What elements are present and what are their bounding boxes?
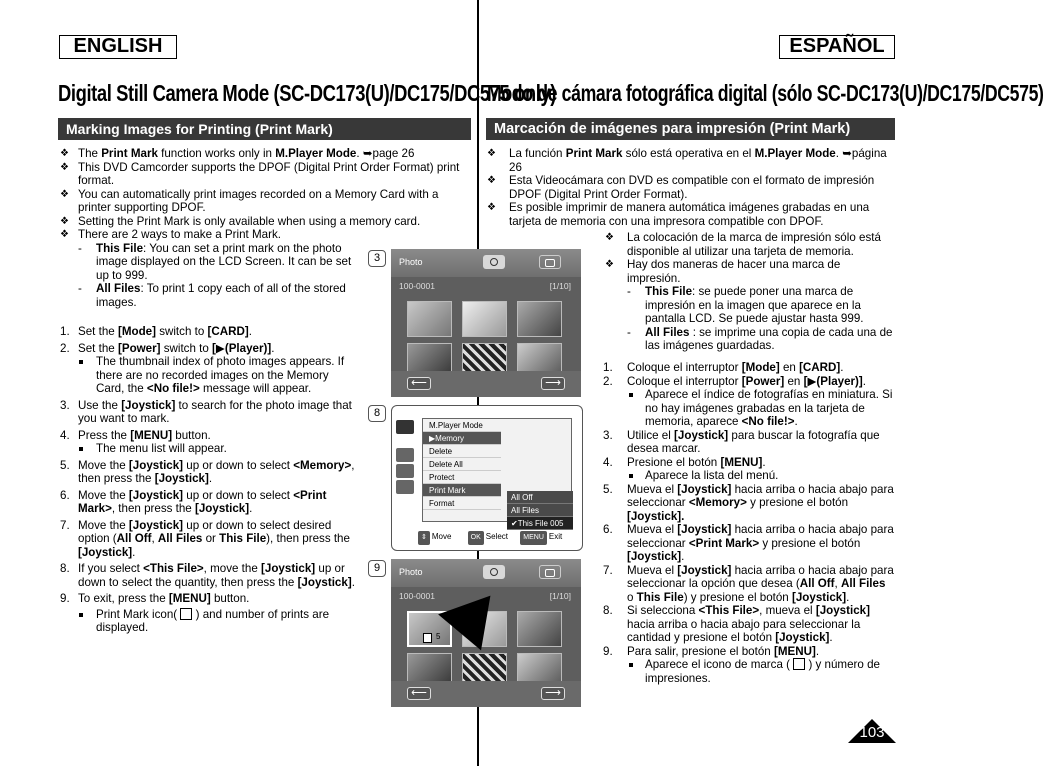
- spanish-body: [487, 147, 895, 228]
- menu-item-mplayer: M.Player Mode: [423, 419, 501, 432]
- menu-item-print-mark: Print Mark: [423, 484, 501, 497]
- step-item: 9. Para salir, presione el botón [MENU].: [603, 644, 820, 658]
- move-label: Move: [431, 532, 452, 541]
- thumbnail-image: [517, 301, 562, 337]
- camera-icon: [483, 565, 505, 579]
- thumbnail-image: [517, 611, 562, 647]
- image-count: [1/10]: [549, 281, 571, 291]
- camera-icon: [483, 255, 505, 269]
- page-number: 103: [859, 724, 885, 741]
- select-label: Select: [485, 532, 509, 541]
- folder-number: 100-0001: [399, 281, 435, 291]
- diamond-bullet-icon: ❖: [605, 259, 614, 270]
- step-item: 5. Move the [Joystick] up or down to select <Memory>, then press the [Joystick].: [60, 458, 355, 485]
- bullet-item: ❖ There are 2 ways to make a Print Mark.: [60, 228, 281, 241]
- diamond-bullet-icon: ❖: [60, 188, 69, 200]
- diamond-bullet-icon: ❖: [487, 202, 496, 213]
- step-item: 8. Si selecciona <This File>, mueva el [Joystick] hacia arriba o hacia abajo para seleccionar la cantidad y presione el botón [Joystick].: [603, 604, 870, 644]
- bullet-item: ❖ Esta Videocámara con DVD es compatible con el formato de impresión DPOF (Digital Print Order Format).: [487, 174, 875, 201]
- sub-bullet: Print Mark icon( ) and number of prints are displayed.: [60, 608, 360, 635]
- page-title-spanish: Modo de cámara fotográfica digital (sólo SC-DC173(U)/DC175/DC575): [487, 80, 1044, 106]
- menu-list: [422, 418, 572, 528]
- thumbnail-image: [407, 301, 452, 337]
- step-item: 9. To exit, press the [MENU] button.: [60, 592, 250, 605]
- mode-label: Photo: [399, 567, 423, 577]
- memory-icon: [396, 448, 414, 462]
- menu-footer: [418, 530, 578, 544]
- language-label-english: ENGLISH: [59, 35, 177, 59]
- bullet-item: ❖ Es posible imprimir de manera automática imágenes grabadas en una tarjeta de memoria con una impresora compatible con DPOF.: [487, 201, 870, 228]
- section-heading-spanish: Marcación de imágenes para impresión (Print Mark): [486, 118, 895, 140]
- menu-item-delete-all: Delete All: [423, 458, 501, 471]
- step-number-badge: 8: [368, 405, 386, 422]
- submenu-this-file: ✔This File 005: [507, 517, 573, 530]
- spanish-notes: [605, 231, 895, 353]
- folder-number: 100-0001: [399, 591, 435, 601]
- menu-key-icon: MENU: [520, 531, 547, 545]
- step-item: 6. Move the [Joystick] up or down to select <Print Mark>, then press the [Joystick].: [60, 488, 327, 515]
- sub-bullet: Aparece la lista del menú.: [603, 469, 895, 483]
- diamond-bullet-icon: ❖: [487, 148, 496, 159]
- dash-item: - All Files: To print 1 copy each of all of the stored images.: [78, 282, 346, 309]
- english-steps: [60, 325, 360, 635]
- section-heading-english: Marking Images for Printing (Print Mark): [58, 118, 471, 140]
- bullet-item: ❖ The Print Mark function works only in M.Player Mode. ➥page 26: [60, 147, 415, 160]
- exit-label: Exit: [548, 532, 563, 541]
- bullet-item: ❖ La función Print Mark sólo está operativa en el M.Player Mode. ➥página 26: [487, 147, 887, 174]
- thumbnail-image: [462, 301, 507, 337]
- step-item: 4. Press the [MENU] button.: [60, 428, 211, 442]
- diamond-bullet-icon: ❖: [605, 232, 614, 243]
- bullet-item: ❖ Setting the Print Mark is only available when using a memory card.: [60, 214, 421, 228]
- sub-bullet: Aparece el icono de marca ( ) y número de impresiones.: [603, 658, 895, 685]
- step-item: 7. Mueva el [Joystick] hacia arriba o hacia abajo para seleccionar la opción que desea (All Off, All Files o This File) y presione el botón [Joystick].: [603, 563, 894, 604]
- video-icon: [539, 565, 561, 579]
- step-number-badge: 9: [368, 560, 386, 577]
- mode-label: Photo: [399, 257, 423, 267]
- diamond-bullet-icon: ❖: [60, 215, 69, 227]
- move-key-icon: ⇕: [418, 531, 430, 545]
- step-item: 8. If you select <This File>, move the [Joystick] up or down to select the quantity, then press the [Joystick].: [60, 562, 355, 589]
- lcd-screen-menu: [391, 405, 583, 551]
- menu-item-protect: Protect: [423, 471, 501, 484]
- print-mark-icon: [423, 633, 432, 643]
- dash-item: - All Files : se imprime una copia de cada una de las imágenes guardadas.: [627, 325, 893, 352]
- step-number-badge: 3: [368, 250, 386, 267]
- submenu-all-files: All Files: [507, 504, 573, 517]
- ok-key-icon: OK: [468, 531, 484, 545]
- bullet-item: ❖ You can automatically print images recorded on a Memory Card with a printer supporting DPOF.: [60, 187, 439, 214]
- menu-item-format: Format: [423, 497, 501, 510]
- submenu-all-off: All Off: [507, 491, 573, 504]
- step-item: 5. Mueva el [Joystick] hacia arriba o hacia abajo para seleccionar <Memory> y presione el botón [Joystick].: [603, 482, 894, 523]
- menu-item-delete: Delete: [423, 445, 501, 458]
- image-count: [1/10]: [549, 591, 571, 601]
- print-count: 5: [436, 632, 441, 641]
- player-mode-icon: [396, 420, 414, 434]
- diamond-bullet-icon: ❖: [487, 175, 496, 186]
- sub-bullet: Aparece el índice de fotografías en miniatura. Si no hay imágenes grabadas en la tarjeta de memoria, aparece <No file!>.: [603, 388, 895, 429]
- spanish-steps: [603, 361, 895, 685]
- sub-bullet: The thumbnail index of photo images appears. If there are no recorded images on the Memory Card, the <No file!> message will appear.: [60, 355, 360, 396]
- step-item: 1. Coloque el interruptor [Mode] en [CARD].: [603, 361, 844, 374]
- step-item: 1. Set the [Mode] switch to [CARD].: [60, 325, 252, 338]
- lcd-screen-thumbnails: [391, 249, 581, 397]
- previous-arrow-icon: ⟵: [407, 377, 431, 390]
- bullet-item: ❖ This DVD Camcorder supports the DPOF (Digital Print Order Format) print format.: [60, 160, 460, 187]
- bullet-item: ❖ Hay dos maneras de hacer una marca de impresión.: [605, 258, 841, 285]
- print-mark-icon: [793, 658, 805, 670]
- menu-item-memory: ▶Memory: [423, 432, 501, 445]
- print-mark-submenu: [507, 491, 573, 530]
- camera-settings-icon: [396, 464, 414, 478]
- step-item: 2. Set the [Power] switch to [▶(Player)].: [60, 341, 275, 355]
- step-item: 4. Presione el botón [MENU].: [603, 455, 766, 469]
- step-item: 3. Utilice el [Joystick] para buscar la fotografía que desea marcar.: [603, 428, 880, 455]
- diamond-bullet-icon: ❖: [60, 148, 69, 159]
- step-item: 2. Coloque el interruptor [Power] en [▶(Player)].: [603, 374, 867, 388]
- step-item: 6. Mueva el [Joystick] hacia arriba o hacia abajo para seleccionar <Print Mark> y presione el botón [Joystick].: [603, 523, 894, 563]
- video-icon: [539, 255, 561, 269]
- dash-item: - This File: You can set a print mark on the photo image displayed on the LCD Screen. It can be set up to 999.: [78, 241, 352, 282]
- sub-bullet: The menu list will appear.: [60, 442, 360, 456]
- gear-icon: [396, 480, 414, 494]
- page-title-english: Digital Still Camera Mode (SC-DC173(U)/DC175/DC575 only): [58, 80, 557, 106]
- diamond-bullet-icon: ❖: [60, 161, 69, 173]
- step-item: 7. Move the [Joystick] up or down to select desired option (All Off, All Files or This File), then press the [Joystick].: [60, 518, 350, 559]
- diamond-bullet-icon: ❖: [60, 229, 69, 240]
- next-arrow-icon: ⟶: [541, 687, 565, 700]
- bullet-item: ❖ La colocación de la marca de impresión sólo está disponible al utilizar una tarjeta de memoria.: [605, 231, 881, 258]
- next-arrow-icon: ⟶: [541, 377, 565, 390]
- dash-item: - This File: se puede poner una marca de impresión en la imagen que aparece en la pantalla LCD. Se puede ajustar hasta 999.: [627, 285, 864, 325]
- language-label-spanish: ESPAÑOL: [779, 35, 895, 59]
- previous-arrow-icon: ⟵: [407, 687, 431, 700]
- step-item: 3. Use the [Joystick] to search for the photo image that you want to mark.: [60, 398, 352, 425]
- print-mark-icon: [180, 608, 192, 620]
